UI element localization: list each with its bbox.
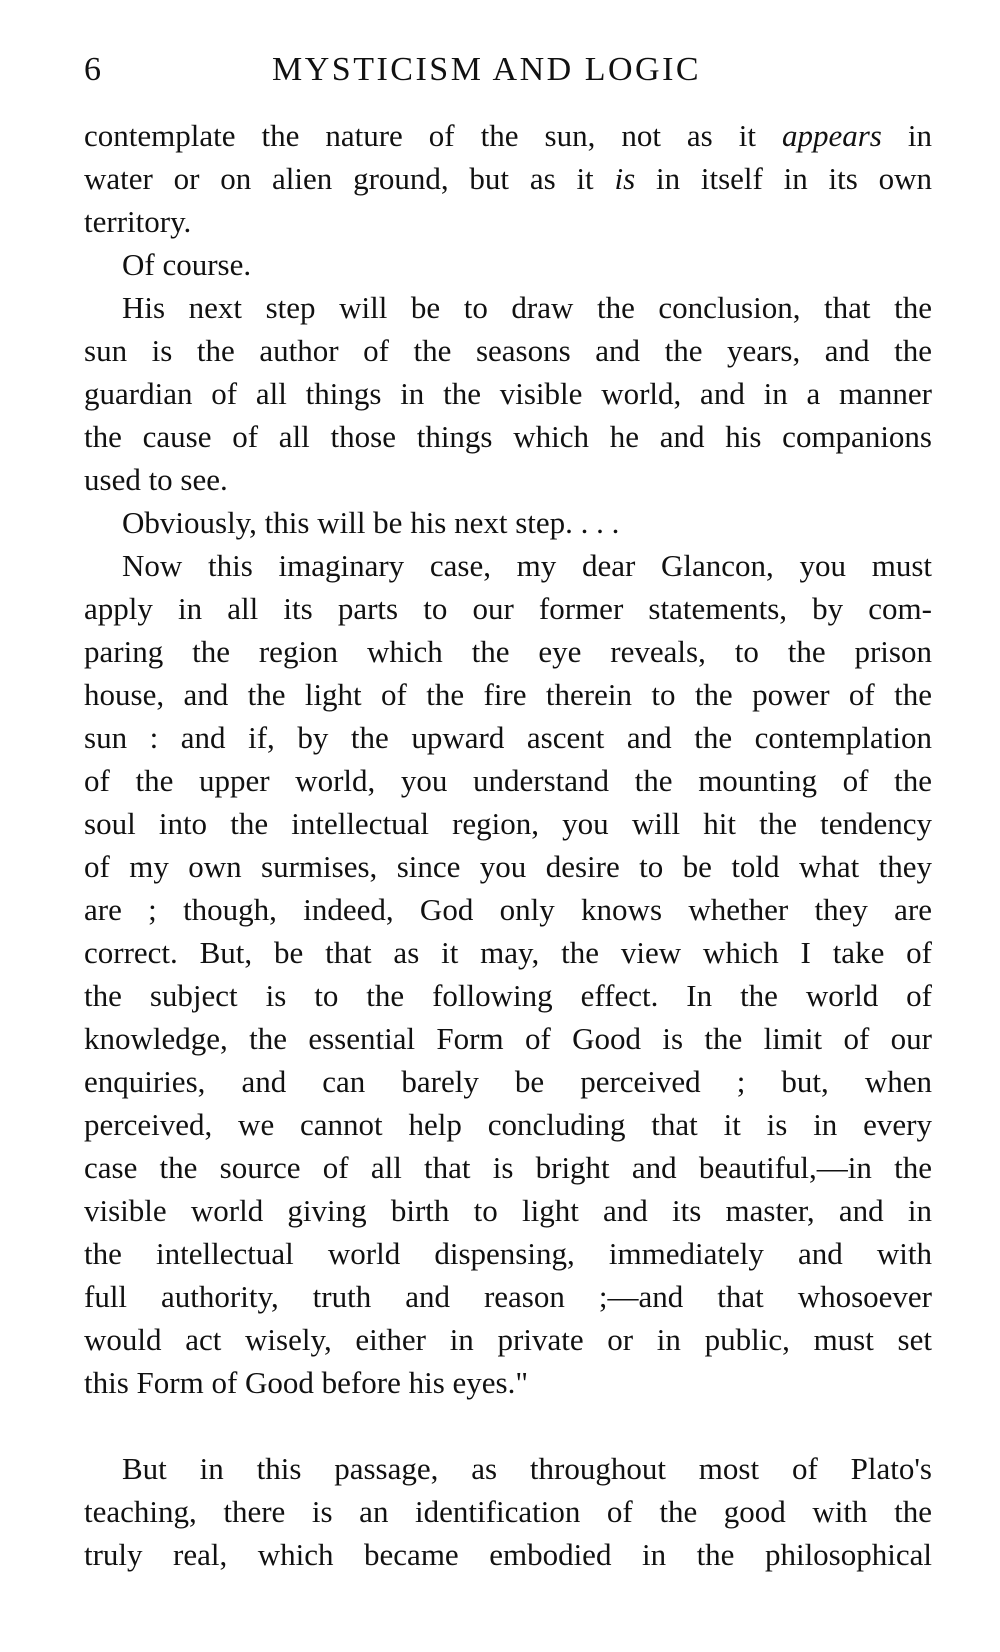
text-line: the intellectual world dispensing, immediately and with	[84, 1236, 932, 1271]
running-title: MYSTICISM AND LOGIC	[272, 51, 702, 88]
text-line: perceived, we cannot help concluding that it is in every	[84, 1107, 932, 1142]
running-head	[0, 46, 1000, 94]
paragraph-line: Obviously, this will be his next step. . . .	[122, 505, 620, 540]
text-line: of the upper world, you understand the mounting of the	[84, 763, 932, 798]
text-line: would act wisely, either in private or in public, must set	[84, 1322, 932, 1357]
text-line: of my own surmises, since you desire to be told what they	[84, 849, 932, 884]
text-line: used to see.	[84, 462, 228, 497]
page-number: 6	[84, 51, 101, 88]
text-line: truly real, which became embodied in the philosophical	[84, 1537, 932, 1572]
text-line: sun is the author of the seasons and the years, and the	[84, 333, 932, 368]
paragraph-line: Of course.	[122, 247, 252, 282]
text-line: contemplate the nature of the sun, not as it appears in	[84, 118, 932, 153]
text-line: visible world giving birth to light and its master, and in	[84, 1193, 932, 1228]
text-line: are ; though, indeed, God only knows whether they are	[84, 892, 932, 927]
text-line: the subject is to the following effect. In the world of	[84, 978, 932, 1013]
text-line: apply in all its parts to our former statements, by com-	[84, 591, 932, 626]
text-line: the cause of all those things which he and his companions	[84, 419, 932, 454]
text-line: territory.	[84, 204, 192, 239]
text-line: sun : and if, by the upward ascent and the contemplation	[84, 720, 932, 755]
text-line: knowledge, the essential Form of Good is the limit of our	[84, 1021, 932, 1056]
text-line: soul into the intellectual region, you will hit the tendency	[84, 806, 932, 841]
text-line: enquiries, and can barely be perceived ; but, when	[84, 1064, 932, 1099]
text-line: case the source of all that is bright and beautiful,—in the	[84, 1150, 932, 1185]
text-line: guardian of all things in the visible world, and in a manner	[84, 376, 932, 411]
paragraph-line: But in this passage, as throughout most of Plato's	[122, 1451, 932, 1486]
paragraph-line: Now this imaginary case, my dear Glancon, you must	[122, 548, 932, 583]
text-line: water or on alien ground, but as it is in itself in its own	[84, 161, 932, 196]
body-text	[84, 114, 932, 1576]
text-line: full authority, truth and reason ;—and that whosoever	[84, 1279, 932, 1314]
text-line: correct. But, be that as it may, the view which I take of	[84, 935, 932, 970]
text-line: paring the region which the eye reveals, to the prison	[84, 634, 932, 669]
text-line: this Form of Good before his eyes."	[84, 1365, 529, 1400]
italic-word: is	[614, 161, 636, 196]
text-line: house, and the light of the fire therein to the power of the	[84, 677, 932, 712]
paragraph-gap	[84, 1404, 932, 1447]
text-line: teaching, there is an identification of the good with the	[84, 1494, 932, 1529]
italic-word: appears	[781, 118, 882, 153]
paragraph-line: His next step will be to draw the conclusion, that the	[122, 290, 932, 325]
